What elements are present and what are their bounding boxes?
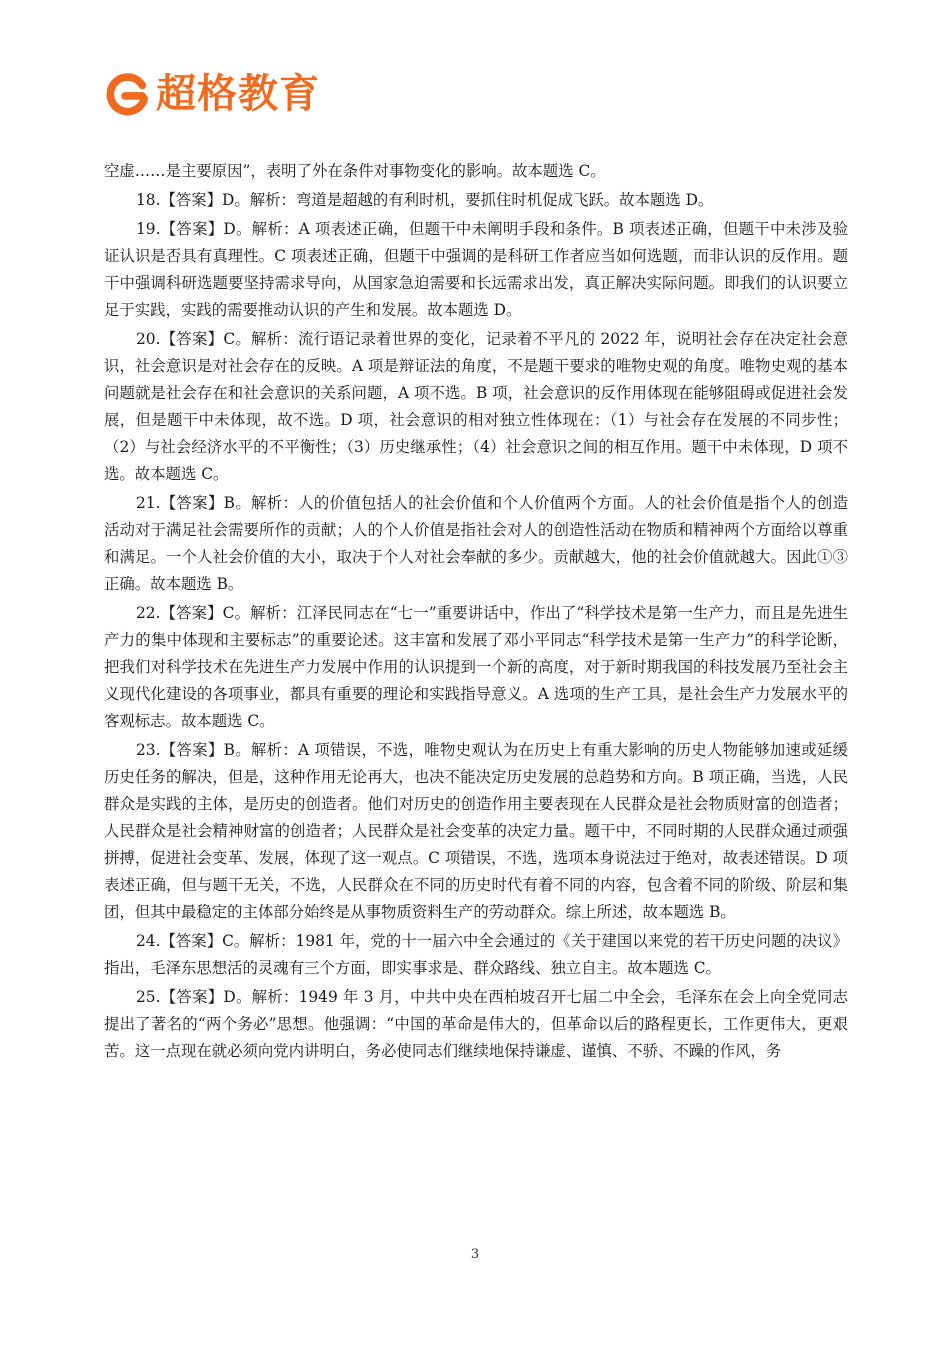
answer-paragraph: 25.【答案】D。解析：1949 年 3 月，中共中央在西柏坡召开七届二中全会，毛泽东在会上向全党同志提出了著名的“两个务必”思想。他强调：“中国的革命是伟大的，但革命以后的路程更长，工作更伟大，更艰苦。这一点现在就必须向党内讲明白，务必使同志们继续地保持谦虚、谨慎、不骄、不躁的作风，务	[104, 988, 848, 1060]
answer-paragraph: 18.【答案】D。解析：弯道是超越的有利时机，要抓住时机促成飞跃。故本题选 D。	[136, 191, 714, 209]
answer-paragraph: 19.【答案】D。解析：A 项表述正确，但题干中未阐明手段和条件。B 项表述正确，但题干中未涉及验证认识是否具有真理性。C 项表述正确，但题干中强调的是科研工作者应当如何选题，而非认识的反作用。题干中强调科研选题要坚持需求导向，从国家急迫需要和长远需求出发，真正解决实际问题。即我们的认识要立足于实践，实践的需要推动认识的产生和发展。故本题选 D。	[104, 220, 848, 319]
answer-paragraph: 22.【答案】C。解析：江泽民同志在“七一”重要讲话中，作出了“科学技术是第一生产力，而且是先进生产力的集中体现和主要标志”的重要论述。这丰富和发展了邓小平同志“科学技术是第一生产力”的科学论断，把我们对科学技术在先进生产力发展中作用的认识提到一个新的高度，对于新时期我国的科技发展乃至社会主义现代化建设的各项事业，都具有重要的理论和实践指导意义。A 选项的生产工具，是社会生产力发展水平的客观标志。故本题选 C。	[104, 604, 848, 730]
answer-paragraph: 21.【答案】B。解析：人的价值包括人的社会价值和个人价值两个方面。人的社会价值是指个人的创造活动对于满足社会需要所作的贡献；人的个人价值是指社会对人的创造性活动在物质和精神两个方面给以尊重和满足。一个人社会价值的大小，取决于个人对社会奉献的多少。贡献越大，他的社会价值就越大。因此①③正确。故本题选 B。	[104, 494, 848, 593]
answer-paragraph: 20.【答案】C。解析：流行语记录着世界的变化，记录着不平凡的 2022 年，说明社会存在决定社会意识，社会意识是对社会存在的反映。A 项是辩证法的角度，不是题干要求的唯物史观的角度。唯物史观的基本问题就是社会存在和社会意识的关系问题，A 项不选。B 项，社会意识的反作用体现在能够阻碍或促进社会发展，但是题干中未体现，故不选。D 项，社会意识的相对独立性体现在：（1）与社会存在发展的不同步性；（2）与社会经济水平的不平衡性；（3）历史继承性；（4）社会意识之间的相互作用。题干中未体现，D 项不选。故本题选 C。	[104, 330, 848, 483]
answer-paragraph: 23.【答案】B。解析：A 项错误，不选，唯物史观认为在历史上有重大影响的历史人物能够加速或延缓历史任务的解决，但是，这种作用无论再大，也决不能决定历史发展的总趋势和方向。B 项正确，当选，人民群众是实践的主体，是历史的创造者。他们对历史的创造作用主要表现在人民群众是社会物质财富的创造者；人民群众是社会精神财富的创造者；人民群众是社会变革的决定力量。题干中，不同时期的人民群众通过顽强拼搏，促进社会变革、发展，体现了这一观点。C 项错误，不选，选项本身说法过于绝对，故表述错误。D 项表述正确，但与题干无关，不选，人民群众在不同的历史时代有着不同的内容，包含着不同的阶级、阶层和集团，但其中最稳定的主体部分始终是从事物质资料生产的劳动群众。综上所述，故本题选 B。	[104, 741, 848, 921]
page-number: 3	[470, 1247, 480, 1262]
logo-text: 超格教育	[156, 71, 320, 117]
answer-paragraph: 空虚……是主要原因”，表明了外在条件对事物变化的影响。故本题选 C。	[104, 162, 606, 180]
document-body	[104, 158, 848, 1067]
answer-paragraph: 24.【答案】C。解析：1981 年，党的十一届六中全会通过的《关于建国以来党的若干历史问题的决议》指出，毛泽东思想活的灵魂有三个方面，即实事求是、群众路线、独立自主。故本题选 C。	[104, 932, 848, 977]
brand-logo	[104, 70, 320, 118]
g-logo-icon	[104, 71, 150, 117]
